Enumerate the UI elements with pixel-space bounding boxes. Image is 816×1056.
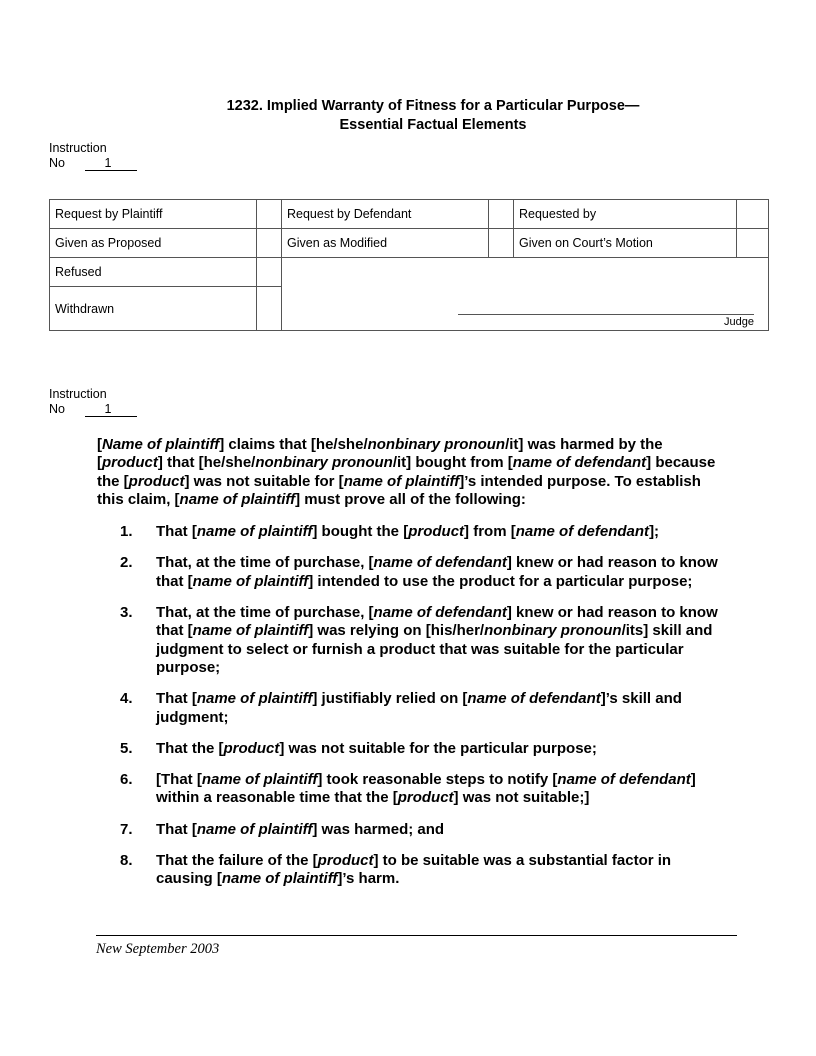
element-text: That [name of plaintiff] was harmed; and — [156, 820, 445, 838]
intro-paragraph: [Name of plaintiff] claims that [he/she/nonbinary pronoun/it] was harmed by the [product] that [he/she/nonbinary pronoun/it] bought from [name of defendant] because the [product] was not suitable for [name of plaintiff]’s intended purpose. To establish this claim, [name of plaintiff] must prove all of the following: — [97, 436, 716, 508]
placeholder-term: name of defendant — [512, 454, 647, 472]
placeholder-term: name of plaintiff — [192, 572, 309, 590]
placeholder-term: name of plaintiff — [343, 472, 460, 490]
placeholder-term: product — [102, 454, 158, 472]
element-number: 6. — [120, 771, 133, 789]
request-by-plaintiff-label: Request by Plaintiff — [50, 200, 257, 229]
element-number: 4. — [120, 690, 133, 708]
instruction-number-header — [49, 141, 137, 171]
request-table — [49, 199, 769, 331]
placeholder-term: name of plaintiff — [196, 523, 313, 541]
placeholder-term: name of defendant — [557, 771, 691, 789]
placeholder-term: nonbinary pronoun — [255, 454, 393, 472]
revision-note: New September 2003 — [96, 941, 220, 957]
request-by-defendant-label: Request by Defendant — [282, 200, 489, 229]
no-label: No — [49, 156, 65, 170]
instruction-number-second — [49, 387, 137, 417]
placeholder-term: product — [397, 789, 454, 807]
given-as-proposed-label: Given as Proposed — [50, 229, 257, 258]
placeholder-term: name of plaintiff — [201, 771, 318, 789]
given-as-modified-checkbox[interactable] — [489, 229, 514, 258]
element-item — [120, 821, 727, 839]
placeholder-term: product — [223, 739, 280, 757]
placeholder-term: Name of plaintiff — [102, 436, 220, 453]
given-as-proposed-checkbox[interactable] — [257, 229, 282, 258]
instruction-label: Instruction — [49, 141, 107, 155]
instruction-body — [97, 436, 727, 902]
element-text: That, at the time of purchase, [name of defendant] knew or had reason to know that [name of plaintiff] was relying on [his/her/nonbinary pronoun/its] skill and judgment to select or furnish a product that was suitable for the particular purpose; — [156, 604, 718, 676]
placeholder-term: name of plaintiff — [221, 870, 338, 888]
element-text: [That [name of plaintiff] took reasonable steps to notify [name of defendant] within a reasonable time that the [product] was not suitable;] — [156, 771, 696, 807]
judge-signature-area — [282, 258, 769, 331]
element-item — [120, 852, 727, 889]
instruction-no-field[interactable]: 1 — [85, 157, 137, 171]
placeholder-term: product — [128, 472, 185, 490]
element-number: 5. — [120, 739, 133, 757]
instruction-no-row-2 — [49, 402, 137, 417]
element-item — [120, 740, 727, 758]
element-text: That the [product] was not suitable for the particular purpose; — [156, 739, 597, 757]
instruction-label-2: Instruction — [49, 387, 107, 401]
element-text: That the failure of the [product] to be suitable was a substantial factor in causing [name of plaintiff]’s harm. — [156, 852, 672, 888]
placeholder-term: name of plaintiff — [179, 490, 296, 508]
request-by-defendant-checkbox[interactable] — [489, 200, 514, 229]
given-on-courts-motion-checkbox[interactable] — [737, 229, 769, 258]
element-text: That, at the time of purchase, [name of defendant] knew or had reason to know that [name of plaintiff] intended to use the product for a particular purpose; — [156, 554, 718, 590]
element-item — [120, 604, 727, 677]
element-item — [120, 771, 727, 808]
instruction-no-row — [49, 156, 137, 171]
placeholder-term: name of plaintiff — [196, 820, 313, 838]
placeholder-term: name of plaintiff — [196, 690, 313, 708]
judge-signature-line[interactable] — [458, 314, 754, 315]
placeholder-term: nonbinary pronoun — [484, 622, 622, 640]
placeholder-term: product — [317, 852, 374, 870]
request-by-plaintiff-checkbox[interactable] — [257, 200, 282, 229]
element-number: 2. — [120, 554, 133, 572]
element-item — [120, 554, 727, 591]
footer-divider — [96, 935, 737, 936]
given-on-courts-motion-label: Given on Court’s Motion — [514, 229, 737, 258]
judge-label: Judge — [724, 316, 754, 328]
title-line-1: 1232. Implied Warranty of Fitness for a Particular Purpose— — [226, 98, 640, 114]
no-label-2: No — [49, 402, 65, 416]
given-as-modified-label: Given as Modified — [282, 229, 489, 258]
element-item — [120, 523, 727, 541]
page-title — [0, 97, 816, 135]
requested-by-checkbox[interactable] — [737, 200, 769, 229]
withdrawn-label: Withdrawn — [50, 287, 257, 331]
element-item — [120, 690, 727, 727]
refused-label: Refused — [50, 258, 257, 287]
element-number: 7. — [120, 820, 133, 838]
elements-list — [97, 523, 727, 888]
requested-by-label: Requested by — [514, 200, 737, 229]
placeholder-term: name of defendant — [373, 604, 507, 622]
refused-checkbox[interactable] — [257, 258, 282, 287]
element-text: That [name of plaintiff] justifiably relied on [name of defendant]’s skill and judgment; — [156, 690, 682, 726]
element-text: That [name of plaintiff] bought the [product] from [name of defendant]; — [156, 523, 660, 541]
placeholder-term: name of plaintiff — [192, 622, 309, 640]
placeholder-term: nonbinary pronoun — [367, 436, 506, 453]
element-number: 3. — [120, 604, 133, 622]
placeholder-term: name of defendant — [515, 523, 650, 541]
placeholder-term: product — [408, 523, 465, 541]
instruction-no-field-2[interactable]: 1 — [85, 403, 137, 417]
placeholder-term: name of defendant — [467, 690, 601, 708]
element-number: 1. — [120, 523, 133, 541]
element-number: 8. — [120, 852, 133, 870]
title-line-2: Essential Factual Elements — [339, 117, 527, 133]
placeholder-term: name of defendant — [373, 554, 507, 572]
withdrawn-checkbox[interactable] — [257, 287, 282, 331]
